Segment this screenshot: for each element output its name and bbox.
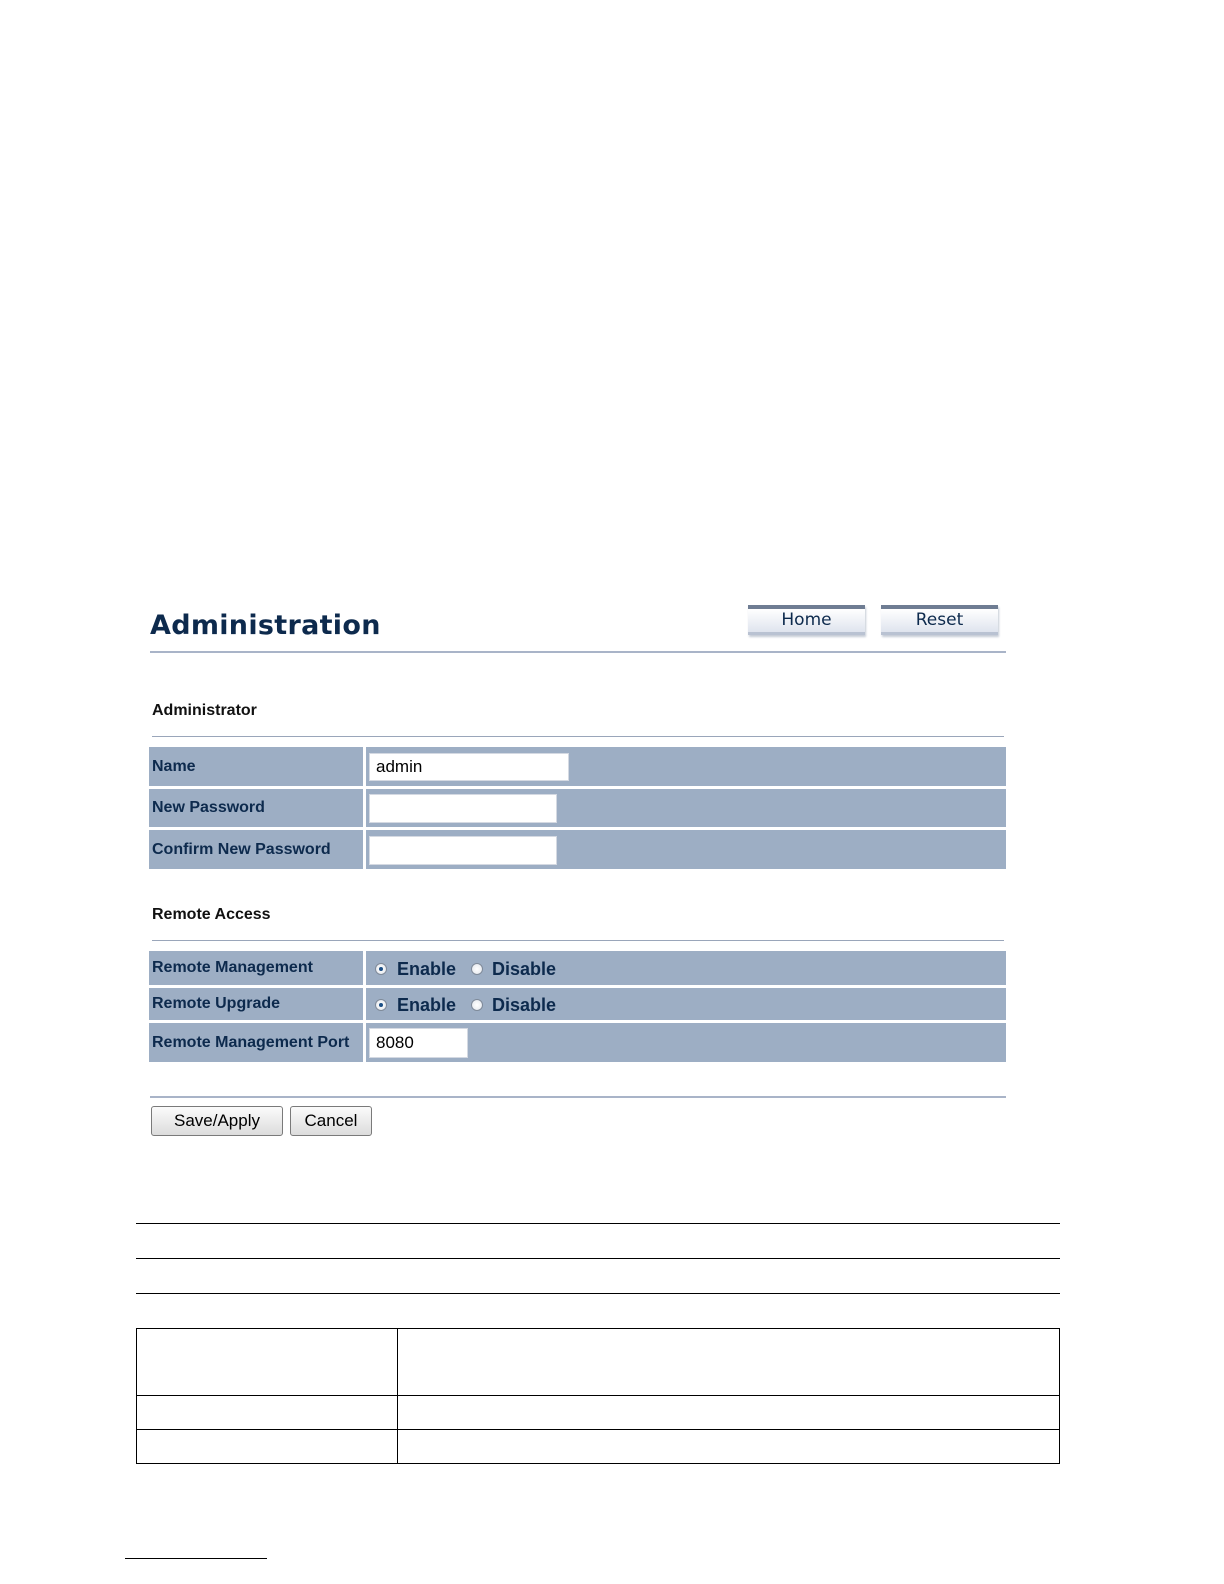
remote-upgrade-enable-label[interactable]: Enable xyxy=(397,995,457,1015)
table-row xyxy=(137,1396,1060,1430)
remote-management-disable-radio[interactable] xyxy=(471,963,483,975)
home-button[interactable]: Home xyxy=(748,605,865,635)
name-row xyxy=(366,747,1006,786)
new-password-row xyxy=(366,789,1006,827)
document-rule xyxy=(136,1293,1060,1294)
table-cell xyxy=(137,1430,398,1464)
title-divider xyxy=(150,651,1006,653)
confirm-password-row xyxy=(366,830,1006,869)
cancel-button[interactable]: Cancel xyxy=(290,1106,372,1136)
name-label: Name xyxy=(149,747,363,786)
administrator-section-title: Administrator xyxy=(152,702,257,719)
document-rule xyxy=(136,1223,1060,1224)
new-password-label: New Password xyxy=(149,789,363,827)
table-row xyxy=(137,1430,1060,1464)
remote-management-enable-label[interactable]: Enable xyxy=(397,959,457,979)
page-title: Administration xyxy=(150,610,381,641)
remote-access-section-title: Remote Access xyxy=(152,906,271,923)
actions-divider xyxy=(150,1096,1006,1098)
remote-upgrade-disable-radio[interactable] xyxy=(471,999,483,1011)
remote-upgrade-row xyxy=(366,988,1006,1020)
table-cell xyxy=(137,1396,398,1430)
table-cell xyxy=(398,1396,1060,1430)
table-cell xyxy=(137,1329,398,1396)
table-cell xyxy=(398,1329,1060,1396)
remote-management-row xyxy=(366,951,1006,985)
remote-upgrade-label: Remote Upgrade xyxy=(149,988,363,1020)
remote-access-divider xyxy=(152,940,1004,941)
new-password-input[interactable] xyxy=(369,794,557,823)
remote-management-port-label: Remote Management Port xyxy=(149,1023,363,1062)
remote-management-port-row xyxy=(366,1023,1006,1062)
remote-upgrade-disable-label[interactable]: Disable xyxy=(492,995,557,1015)
remote-management-label: Remote Management xyxy=(149,951,363,985)
remote-management-disable-label[interactable]: Disable xyxy=(492,959,557,979)
document-rule xyxy=(136,1258,1060,1259)
remote-upgrade-enable-radio[interactable] xyxy=(375,999,387,1011)
remote-management-port-input[interactable] xyxy=(369,1028,468,1058)
confirm-password-label: Confirm New Password xyxy=(149,830,363,869)
save-apply-button[interactable]: Save/Apply xyxy=(151,1106,283,1136)
confirm-password-input[interactable] xyxy=(369,836,557,865)
remote-management-enable-radio[interactable] xyxy=(375,963,387,975)
reset-button[interactable]: Reset xyxy=(881,605,998,635)
name-input[interactable] xyxy=(369,753,569,781)
table-cell xyxy=(398,1430,1060,1464)
administrator-divider xyxy=(152,736,1004,737)
description-table xyxy=(136,1328,1060,1464)
footnote-rule xyxy=(125,1558,267,1559)
table-row xyxy=(137,1329,1060,1396)
